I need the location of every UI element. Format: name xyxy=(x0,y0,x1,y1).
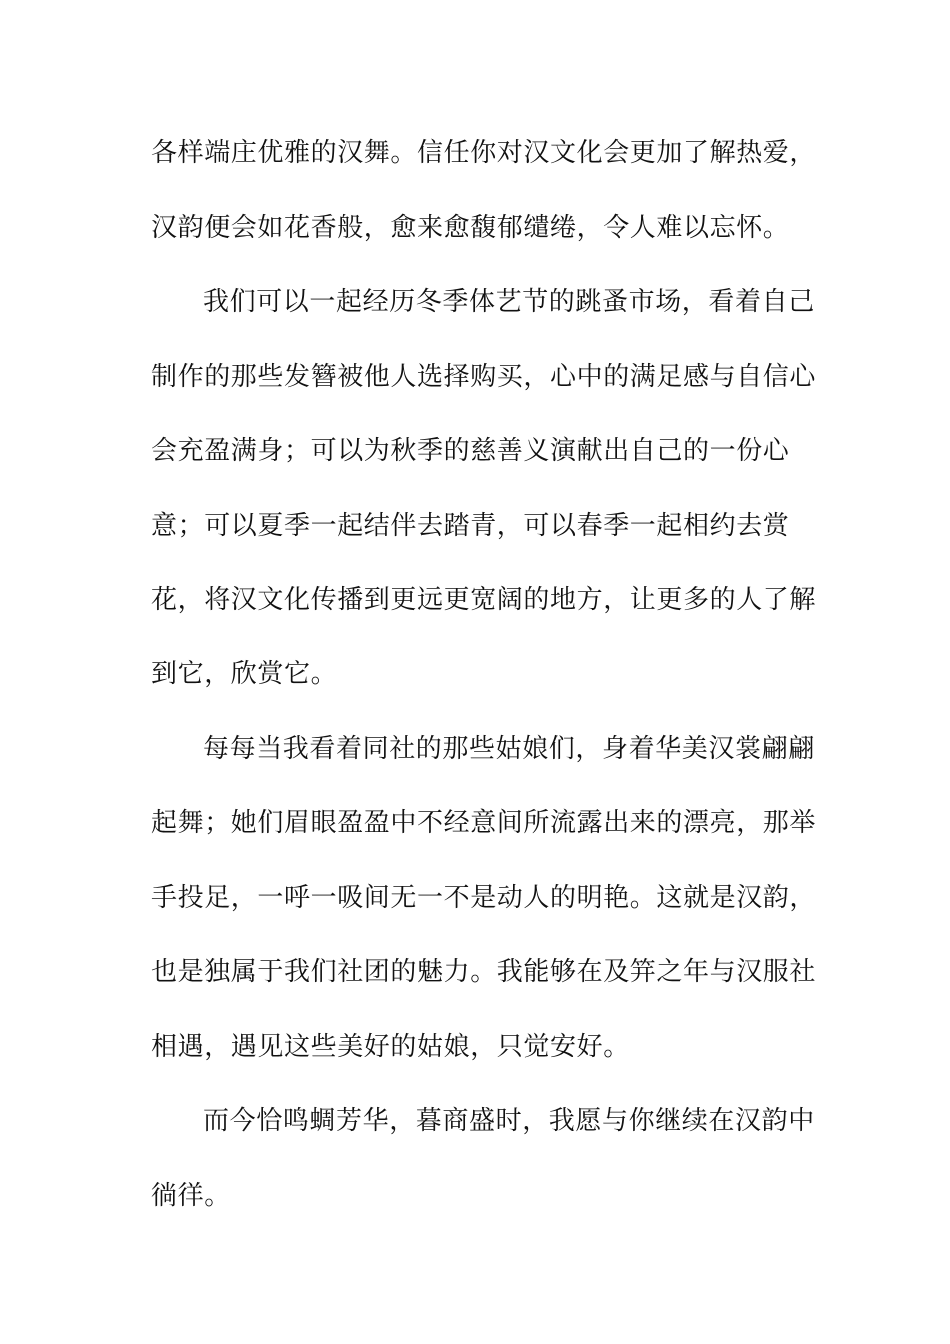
text-line-1: 各样端庄优雅的汉舞。信任你对汉文化会更加了解热爱， xyxy=(151,138,817,168)
paragraph-start-line-9: 每每当我看着同社的那些姑娘们，身着华美汉裳翩翩 xyxy=(203,734,815,764)
text-line-13: 相遇，遇见这些美好的姑娘，只觉安好。 xyxy=(151,1032,630,1062)
text-line-12: 也是独属于我们社团的魅力。我能够在及笄之年与汉服社 xyxy=(151,957,817,987)
paragraph-start-line-14: 而今恰鸣蜩芳华，暮商盛时，我愿与你继续在汉韵中 xyxy=(203,1106,815,1136)
text-line-2: 汉韵便会如花香般，愈来愈馥郁缱绻，令人难以忘怀。 xyxy=(151,213,790,243)
text-line-5: 会充盈满身；可以为秋季的慈善义演献出自己的一份心 xyxy=(151,436,790,466)
text-line-8: 到它，欣赏它。 xyxy=(151,659,338,689)
text-line-11: 手投足，一呼一吸间无一不是动人的明艳。这就是汉韵， xyxy=(151,883,817,913)
text-line-6: 意；可以夏季一起结伴去踏青，可以春季一起相约去赏 xyxy=(151,511,790,541)
text-line-10: 起舞；她们眉眼盈盈中不经意间所流露出来的漂亮，那举 xyxy=(151,808,817,838)
paragraph-start-line-3: 我们可以一起经历冬季体艺节的跳蚤市场，看着自己 xyxy=(203,287,815,317)
text-line-7: 花，将汉文化传播到更远更宽阔的地方，让更多的人了解 xyxy=(151,585,817,615)
text-line-15: 徜徉。 xyxy=(151,1181,231,1211)
text-line-4: 制作的那些发簪被他人选择购买，心中的满足感与自信心 xyxy=(151,362,817,392)
